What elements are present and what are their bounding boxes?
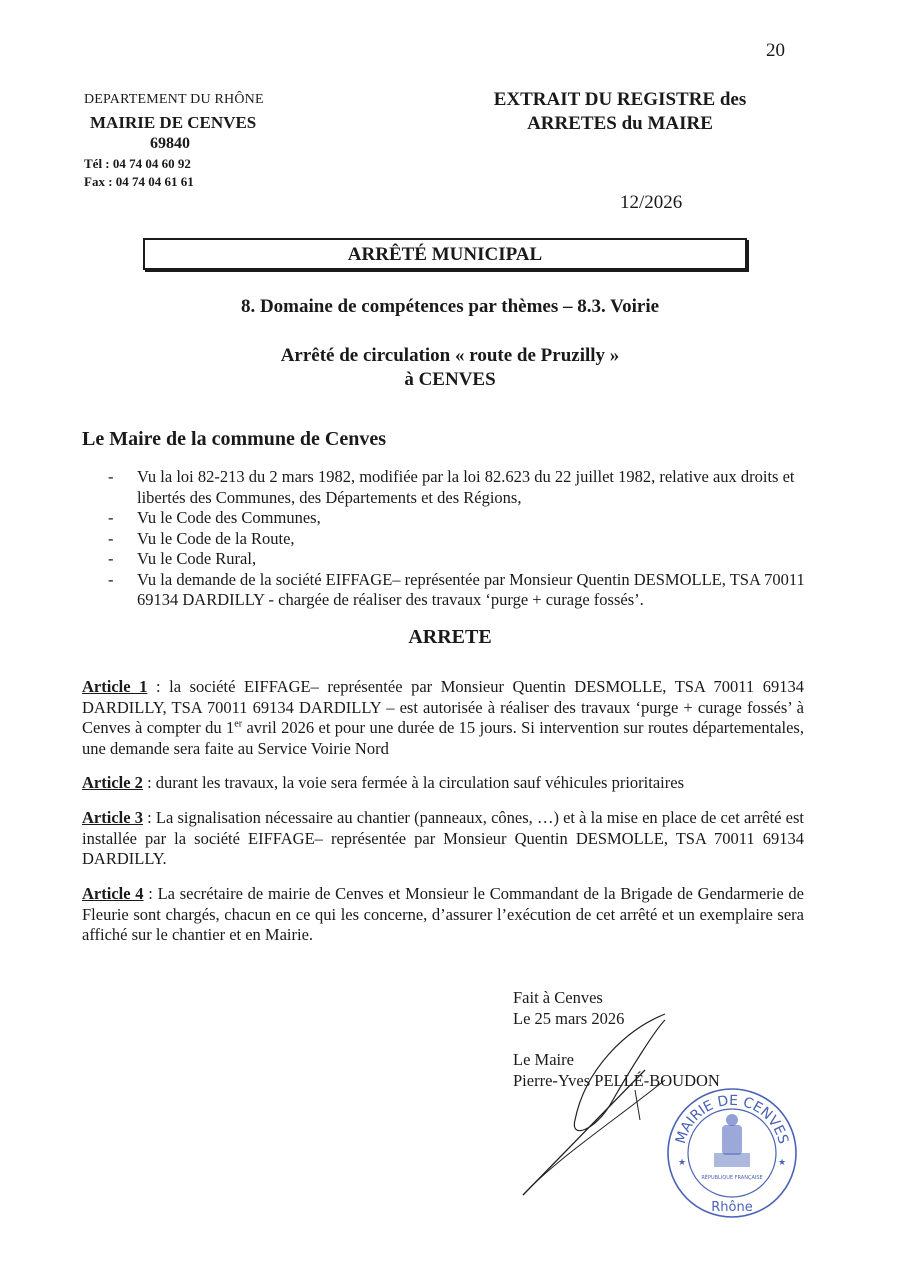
vu-item: - Vu la demande de la société EIFFAGE– représentée par Monsieur Quentin DESMOLLE, TSA 70011 69134 DARDILLY - chargée de réaliser des travaux ‘purge + curage fossés’. [108,569,805,609]
stamp-text-small: RÉPUBLIQUE FRANÇAISE [701,1175,763,1181]
stamp-star-left: ★ [678,1158,687,1168]
fait-date: Le 25 mars 2026 [513,1008,625,1028]
fait-place: Fait à Cenves [513,988,603,1007]
article-4-label: Article 4 [82,884,144,903]
title-box: ARRÊTÉ MUNICIPAL [143,238,747,270]
reference-number: 12/2026 [620,192,683,213]
maire-heading: Le Maire de la commune de Cenves [82,428,387,450]
mairie-name: MAIRIE DE CENVES [90,113,257,132]
vu-item: - Vu le Code Rural, [108,549,257,568]
department-label: DEPARTEMENT DU RHÔNE [84,92,264,107]
vu-list [108,467,808,611]
signer-name: Pierre-Yves PELLÉ-BOUDON [513,1070,720,1090]
article-4: Article 4 : La secrétaire de mairie de Cenves et Monsieur le Commandant de la Brigade de Gendarmerie de Fleurie sont chargés, chacun en ce qui les concerne, d’assurer l’exécution de cet arrêté et un exemplaire sera affiché sur le chantier et en Mairie. [82,884,804,944]
vu-item-text: Vu le Code des Communes, [137,508,321,527]
signer-role: Le Maire [513,1050,574,1069]
arrete-heading: ARRETE [408,626,492,648]
mairie-stamp [664,1085,800,1221]
domain-line: 8. Domaine de compétences par thèmes – 8.3. Voirie [240,296,660,317]
arrete-title [0,344,900,392]
vu-item-text: Vu la loi 82-213 du 2 mars 1982, modifiée par la loi 82.623 du 22 juillet 1982, relative aux droits et libertés des Communes, des Départements et des Régions, [137,467,795,507]
vu-item: - Vu la loi 82-213 du 2 mars 1982, modifiée par la loi 82.623 du 22 juillet 1982, relative aux droits et libertés des Communes, des Départements et des Régions, [108,467,795,507]
stamp-emblem [714,1114,750,1167]
extrait-line-2: ARRETES du MAIRE [527,113,713,134]
fax: Fax : 04 74 04 61 61 [84,174,194,189]
vu-item: - Vu le Code des Communes, [108,508,321,527]
signature-image [515,1010,675,1200]
arrete-title-line-1: Arrêté de circulation « route de Pruzilly » [280,345,620,366]
article-3: Article 3 : La signalisation nécessaire au chantier (panneaux, cônes, …) et à la mise en place de cet arrêté est installée par la société EIFFAGE– représentée par Monsieur Quentin DESMOLLE, TSA 70011 69134 DARDILLY. [82,808,804,868]
article-1: Article 1 : la société EIFFAGE– représentée par Monsieur Quentin DESMOLLE, TSA 70011 69134 DARDILLY, TSA 70011 69134 DARDILLY – est autorisée à réaliser des travaux ‘purge + curage fossés’ à Cenves à compter du 1er avril 2026 et pour une durée de 15 jours. Si intervention sur routes départementales, une demande sera faite au Service Voirie Nord [82,677,804,758]
stamp-text-top: MAIRIE DE CENVES [672,1092,792,1146]
vu-item-text: Vu la demande de la société EIFFAGE– représentée par Monsieur Quentin DESMOLLE, TSA 70011 69134 DARDILLY - chargée de réaliser des travaux ‘purge + curage fossés’. [137,569,805,609]
telephone: Tél : 04 74 04 60 92 [84,156,191,171]
arrete-title-line-2: à CENVES [404,369,496,390]
postcode: 69840 [150,135,190,152]
page-number: 20 [766,40,785,61]
article-2-label: Article 2 [82,773,143,792]
stamp-star-right: ★ [778,1158,787,1168]
article-1-label: Article 1 [82,677,148,696]
vu-item-text: Vu le Code Rural, [137,549,257,568]
article-3-label: Article 3 [82,808,143,827]
vu-item-text: Vu le Code de la Route, [137,528,295,548]
vu-item: - Vu le Code de la Route, [108,528,295,548]
extrait-line-1: EXTRAIT DU REGISTRE des [493,89,747,110]
stamp-text-bottom: Rhône [711,1200,753,1215]
article-2: Article 2 : durant les travaux, la voie sera fermée à la circulation sauf véhicules prioritaires [82,773,684,792]
extrait-heading [440,88,800,136]
